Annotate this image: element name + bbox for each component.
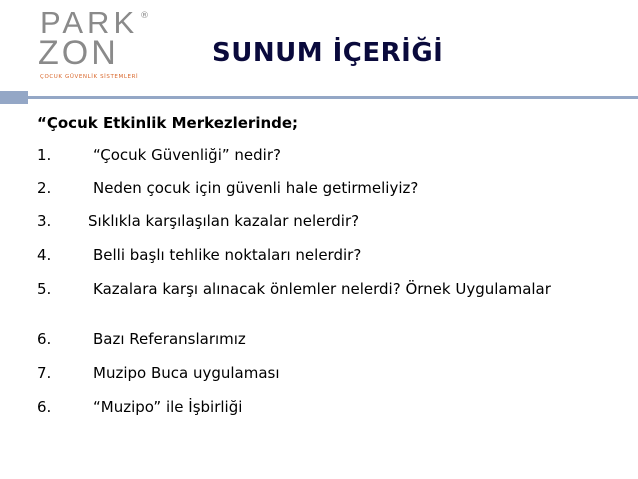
parkzon-logo [38, 5, 158, 80]
list-item-number: 1. [37, 146, 52, 164]
list-item-text: Neden çocuk için güvenli hale getirmeliyiz? [93, 179, 419, 197]
list-item-text: Belli başlı tehlike noktaları nelerdir? [93, 246, 362, 264]
header-divider [0, 91, 638, 104]
list-item-text: Kazalara karşı alınacak önlemler nelerdi? Örnek Uygulamalar [93, 280, 551, 298]
list-item-number: 2. [37, 179, 52, 197]
list-item-text: “Çocuk Güvenliği” nedir? [93, 146, 281, 164]
list-item-text: Sıklıkla karşılaşılan kazalar nelerdir? [88, 212, 360, 230]
list-item-number: 3. [37, 212, 52, 230]
list-item-number: 6. [37, 398, 52, 416]
list-item-text: Muzipo Buca uygulaması [93, 364, 280, 382]
slide-title: SUNUM İÇERİĞİ [212, 38, 444, 68]
list-item-text: “Muzipo” ile İşbirliği [93, 398, 243, 416]
list-item-number: 7. [37, 364, 52, 382]
logo-line-park: PARK [40, 5, 139, 40]
logo-line-zon: ZON [38, 34, 119, 72]
divider-line [28, 96, 638, 99]
divider-block [0, 91, 28, 104]
logo-tagline: ÇOCUK GÜVENLİK SİSTEMLERİ [40, 74, 139, 80]
logo-registered-mark: ® [140, 11, 149, 21]
list-item-text: Bazı Referanslarımız [93, 330, 246, 348]
list-item-number: 4. [37, 246, 52, 264]
content-heading: “Çocuk Etkinlik Merkezlerinde; [37, 114, 299, 132]
list-item-number: 5. [37, 280, 52, 298]
list-item-number: 6. [37, 330, 52, 348]
